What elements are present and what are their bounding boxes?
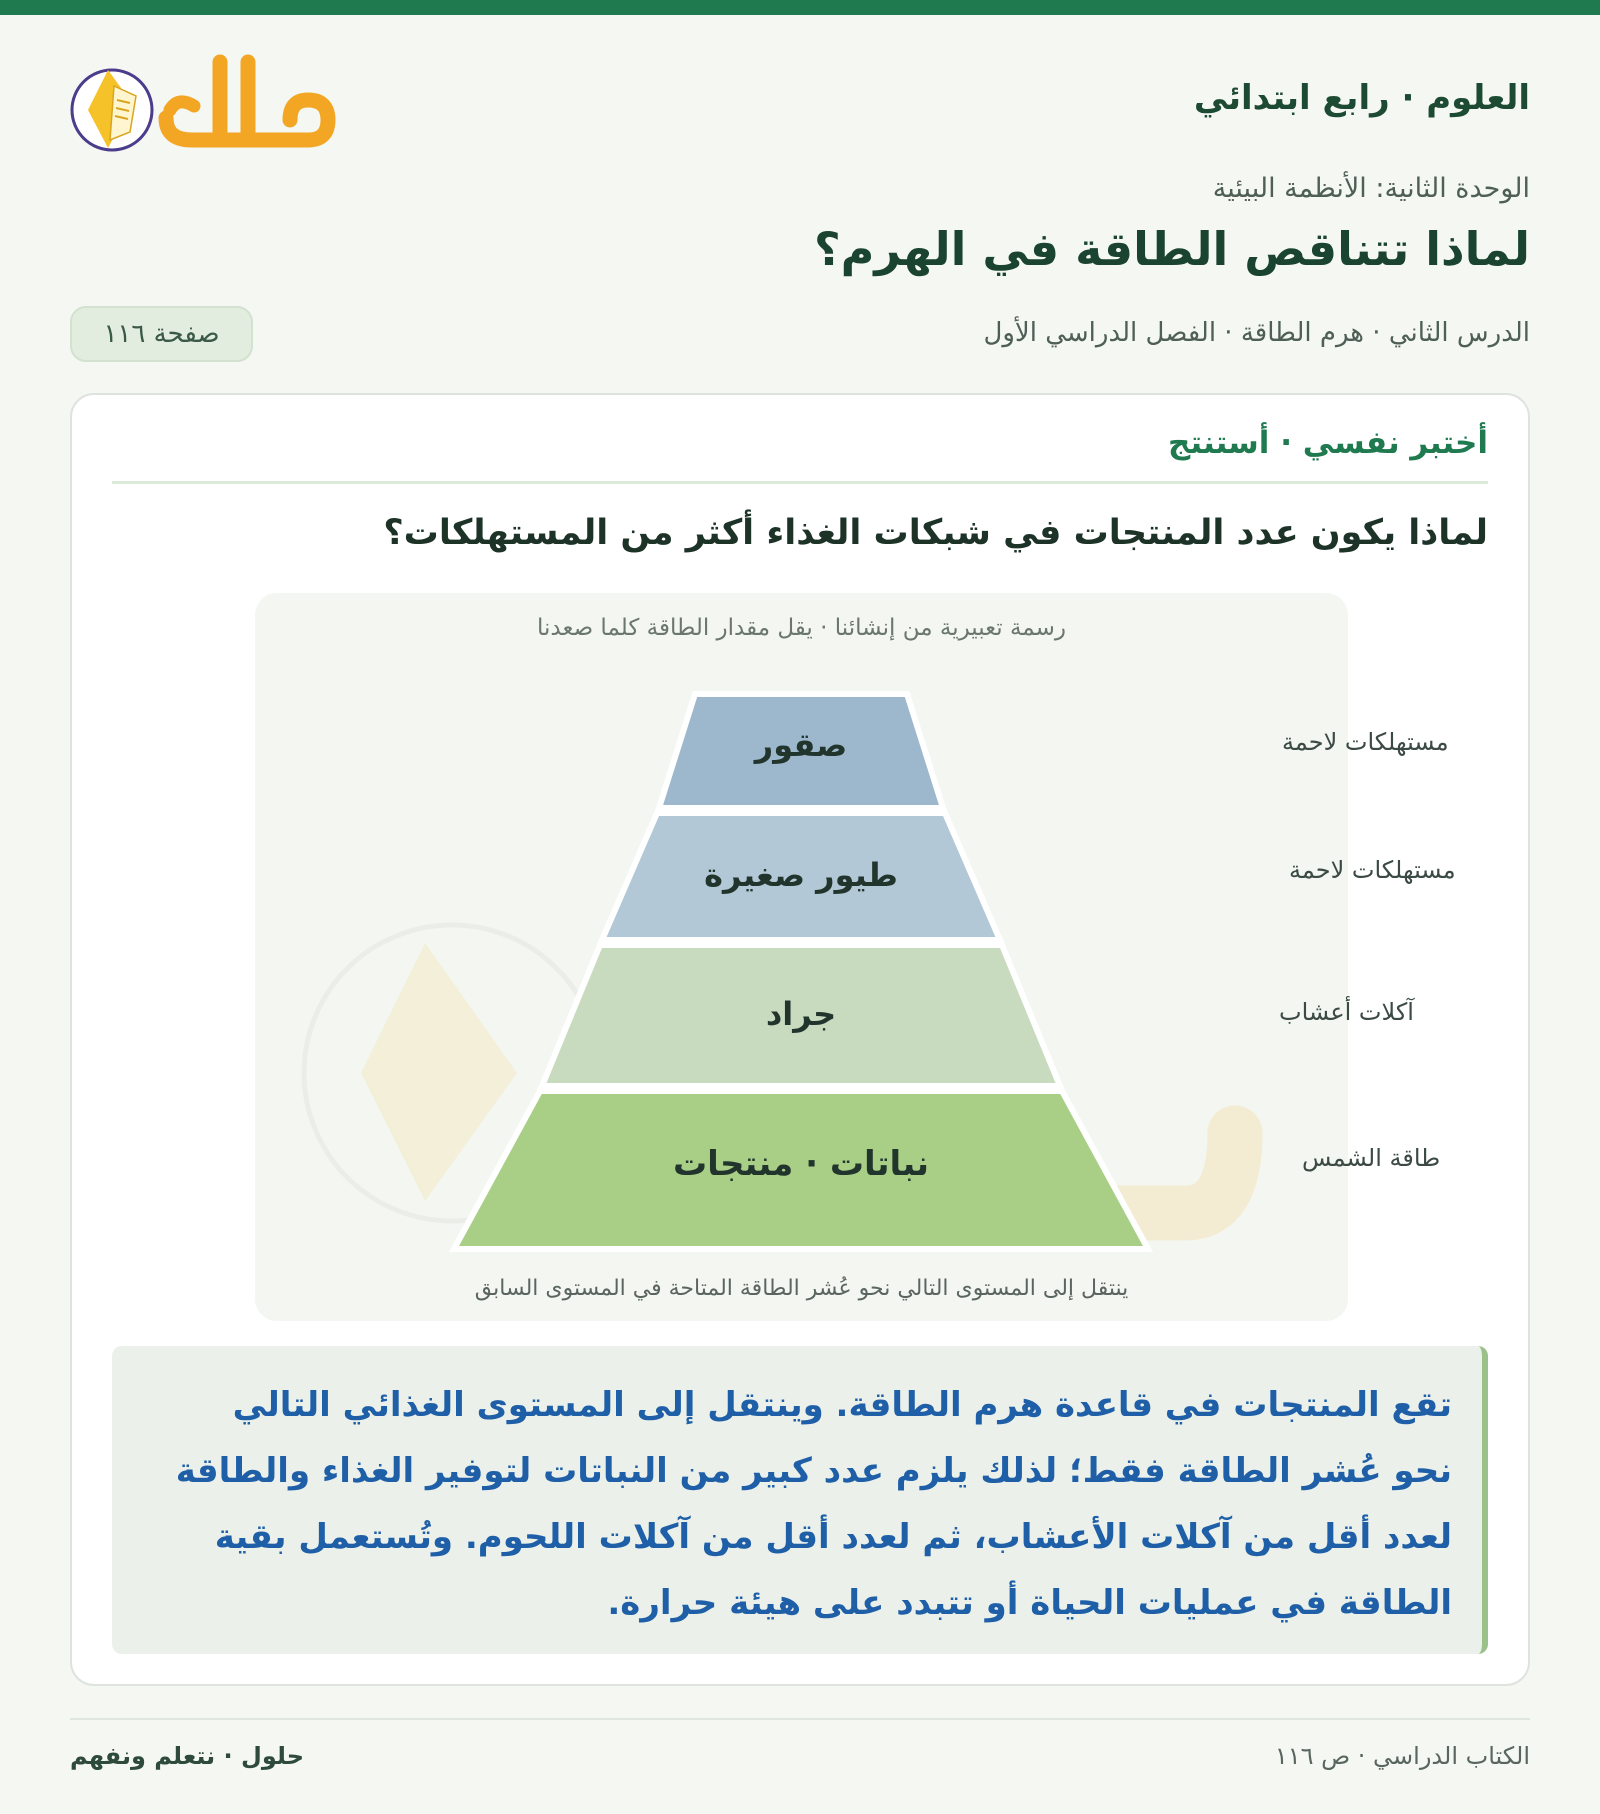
pyramid-label-grasshopper: جراد	[765, 995, 837, 1033]
page-header	[70, 48, 1530, 188]
hulul-logo[interactable]	[70, 48, 340, 158]
side-label-carnivores-2: مستهلكات لاحمة	[1289, 856, 1456, 884]
section-divider	[112, 481, 1488, 484]
pyramid-label-plants: نباتات · منتجات	[673, 1144, 929, 1184]
side-label-carnivores-1: مستهلكات لاحمة	[1282, 728, 1449, 756]
figure-footer-note: ينتقل إلى المستوى التالي نحو عُشر الطاقة المتاحة في المستوى السابق	[474, 1276, 1129, 1301]
side-label-sun-energy: طاقة الشمس	[1302, 1144, 1441, 1172]
page-number-badge: صفحة ١١٦	[70, 306, 253, 362]
figure-caption: رسمة تعبيرية من إنشائنا · يقل مقدار الطاقة كلما صعدنا	[537, 615, 1066, 641]
footer-book-page: الكتاب الدراسي · ص ١١٦	[1274, 1742, 1530, 1770]
question-card	[70, 393, 1530, 1686]
lesson-info: الدرس الثاني · هرم الطاقة · الفصل الدراسي الأول	[983, 318, 1530, 348]
answer-line: نحو عُشر الطاقة فقط؛ لذلك يلزم عدد كبير من النباتات لتوفير الغذاء والطاقة	[175, 1451, 1452, 1491]
subject-grade-title: العلوم · رابع ابتدائي	[1193, 78, 1530, 118]
top-accent-bar	[0, 0, 1600, 15]
energy-pyramid-figure	[255, 593, 1456, 1321]
pyramid-label-hawks: صقور	[754, 726, 848, 764]
pyramid-diagram	[255, 593, 1456, 1321]
answer-line: لعدد أقل من آكلات الأعشاب، ثم لعدد أقل من آكلات اللحوم. وتُستعمل بقية	[214, 1517, 1452, 1557]
footer-brand-slogan: حلول · نتعلم ونفهم	[70, 1742, 304, 1770]
question-text: لماذا يكون عدد المنتجات في شبكات الغذاء أكثر من المستهلكات؟	[383, 513, 1488, 553]
unit-name: الوحدة الثانية: الأنظمة البيئية	[1212, 173, 1530, 204]
section-label: أختبر نفسي · أستنتج	[1168, 425, 1488, 461]
side-label-herbivores: آكلات أعشاب	[1279, 998, 1414, 1026]
footer-divider	[70, 1718, 1530, 1720]
answer-box	[112, 1346, 1488, 1654]
pyramid-label-small-birds: طيور صغيرة	[704, 856, 898, 894]
page-title: لماذا تتناقص الطاقة في الهرم؟	[813, 222, 1530, 276]
answer-line: الطاقة في عمليات الحياة أو تتبدد على هيئة حرارة.	[607, 1583, 1452, 1623]
answer-line: تقع المنتجات في قاعدة هرم الطاقة. وينتقل إلى المستوى الغذائي التالي	[232, 1385, 1452, 1425]
